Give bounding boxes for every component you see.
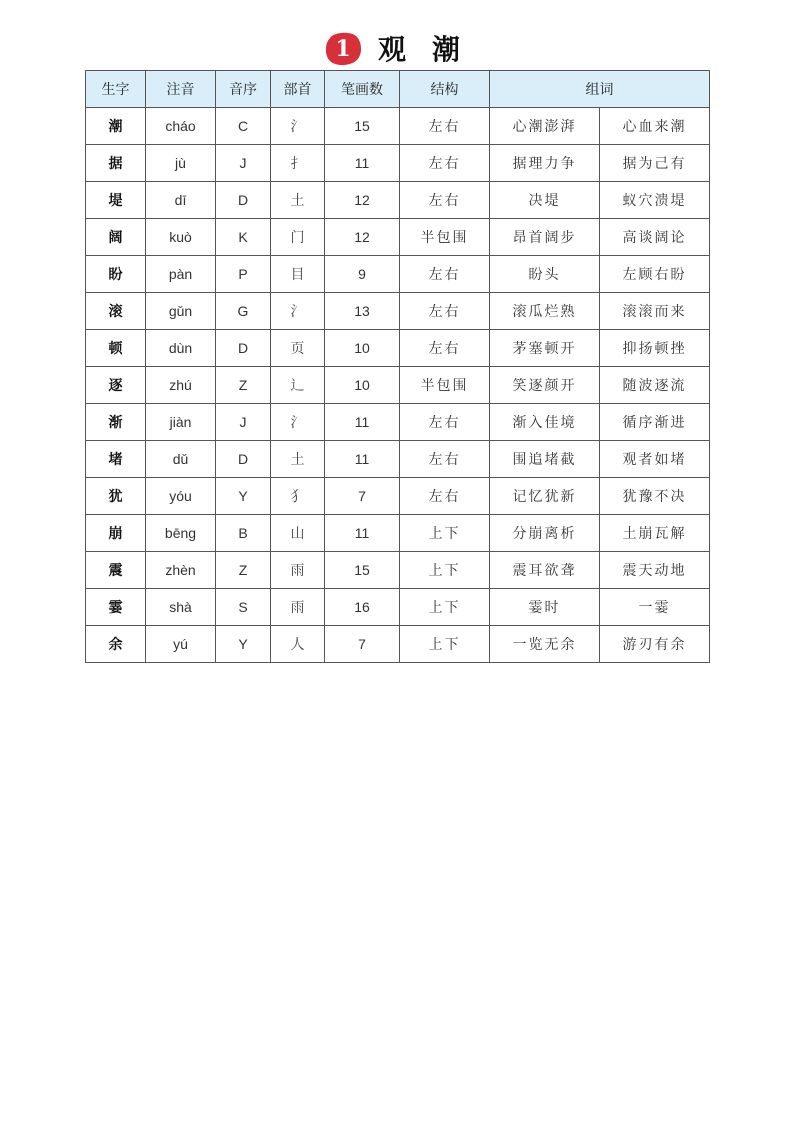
header-structure: 结构 bbox=[400, 71, 490, 108]
table-header-row bbox=[86, 71, 710, 108]
cell-structure: 上下 bbox=[400, 626, 490, 663]
cell-strokes: 13 bbox=[325, 293, 400, 330]
cell-strokes: 15 bbox=[325, 108, 400, 145]
cell-letter: Y bbox=[216, 478, 271, 515]
cell-structure: 左右 bbox=[400, 441, 490, 478]
cell-strokes: 7 bbox=[325, 626, 400, 663]
table-row bbox=[86, 219, 710, 256]
cell-word-1: 渐入佳境 bbox=[490, 404, 600, 441]
cell-character: 逐 bbox=[86, 367, 146, 404]
table-row bbox=[86, 330, 710, 367]
cell-letter: S bbox=[216, 589, 271, 626]
cell-word-2: 滚滚而来 bbox=[600, 293, 710, 330]
cell-structure: 左右 bbox=[400, 145, 490, 182]
table-row bbox=[86, 256, 710, 293]
cell-word-1: 心潮澎湃 bbox=[490, 108, 600, 145]
cell-word-2: 高谈阔论 bbox=[600, 219, 710, 256]
header-pinyin: 注音 bbox=[146, 71, 216, 108]
cell-structure: 左右 bbox=[400, 330, 490, 367]
cell-word-2: 左顾右盼 bbox=[600, 256, 710, 293]
cell-radical: 犭 bbox=[271, 478, 325, 515]
cell-strokes: 10 bbox=[325, 367, 400, 404]
cell-structure: 上下 bbox=[400, 515, 490, 552]
cell-strokes: 11 bbox=[325, 145, 400, 182]
table-row bbox=[86, 626, 710, 663]
cell-word-1: 滚瓜烂熟 bbox=[490, 293, 600, 330]
cell-strokes: 12 bbox=[325, 182, 400, 219]
cell-word-2: 心血来潮 bbox=[600, 108, 710, 145]
cell-word-1: 决堤 bbox=[490, 182, 600, 219]
cell-strokes: 16 bbox=[325, 589, 400, 626]
cell-structure: 左右 bbox=[400, 256, 490, 293]
cell-structure: 上下 bbox=[400, 589, 490, 626]
cell-word-1: 震耳欲聋 bbox=[490, 552, 600, 589]
cell-word-2: 随波逐流 bbox=[600, 367, 710, 404]
cell-radical: 氵 bbox=[271, 108, 325, 145]
cell-radical: 氵 bbox=[271, 293, 325, 330]
cell-word-2: 循序渐进 bbox=[600, 404, 710, 441]
cell-pinyin: zhèn bbox=[146, 552, 216, 589]
cell-word-1: 笑逐颜开 bbox=[490, 367, 600, 404]
cell-pinyin: shà bbox=[146, 589, 216, 626]
cell-character: 震 bbox=[86, 552, 146, 589]
cell-letter: Y bbox=[216, 626, 271, 663]
cell-structure: 半包围 bbox=[400, 219, 490, 256]
lesson-title bbox=[0, 30, 799, 70]
cell-pinyin: kuò bbox=[146, 219, 216, 256]
cell-structure: 左右 bbox=[400, 404, 490, 441]
header-character: 生字 bbox=[86, 71, 146, 108]
cell-strokes: 12 bbox=[325, 219, 400, 256]
cell-strokes: 11 bbox=[325, 515, 400, 552]
cell-letter: C bbox=[216, 108, 271, 145]
cell-letter: D bbox=[216, 330, 271, 367]
cell-letter: B bbox=[216, 515, 271, 552]
cell-letter: D bbox=[216, 182, 271, 219]
table-row bbox=[86, 145, 710, 182]
cell-word-2: 游刃有余 bbox=[600, 626, 710, 663]
header-letter: 音序 bbox=[216, 71, 271, 108]
cell-word-2: 据为己有 bbox=[600, 145, 710, 182]
cell-pinyin: dī bbox=[146, 182, 216, 219]
cell-character: 滚 bbox=[86, 293, 146, 330]
table-row bbox=[86, 108, 710, 145]
cell-word-1: 茅塞顿开 bbox=[490, 330, 600, 367]
cell-word-1: 昂首阔步 bbox=[490, 219, 600, 256]
cell-radical: 雨 bbox=[271, 589, 325, 626]
cell-pinyin: jù bbox=[146, 145, 216, 182]
cell-pinyin: yú bbox=[146, 626, 216, 663]
cell-word-1: 据理力争 bbox=[490, 145, 600, 182]
cell-character: 阔 bbox=[86, 219, 146, 256]
cell-pinyin: gǔn bbox=[146, 293, 216, 330]
cell-word-2: 犹豫不决 bbox=[600, 478, 710, 515]
cell-strokes: 11 bbox=[325, 441, 400, 478]
cell-letter: Z bbox=[216, 367, 271, 404]
cell-pinyin: cháo bbox=[146, 108, 216, 145]
cell-word-2: 土崩瓦解 bbox=[600, 515, 710, 552]
table-row bbox=[86, 478, 710, 515]
cell-structure: 半包围 bbox=[400, 367, 490, 404]
table-row bbox=[86, 552, 710, 589]
cell-strokes: 10 bbox=[325, 330, 400, 367]
cell-word-1: 记忆犹新 bbox=[490, 478, 600, 515]
cell-radical: 土 bbox=[271, 441, 325, 478]
table-row bbox=[86, 589, 710, 626]
cell-pinyin: jiàn bbox=[146, 404, 216, 441]
header-words: 组词 bbox=[490, 71, 710, 108]
cell-character: 据 bbox=[86, 145, 146, 182]
cell-pinyin: dǔ bbox=[146, 441, 216, 478]
cell-word-2: 震天动地 bbox=[600, 552, 710, 589]
cell-radical: 辶 bbox=[271, 367, 325, 404]
cell-pinyin: bēng bbox=[146, 515, 216, 552]
cell-radical: 雨 bbox=[271, 552, 325, 589]
cell-letter: K bbox=[216, 219, 271, 256]
cell-radical: 目 bbox=[271, 256, 325, 293]
cell-strokes: 15 bbox=[325, 552, 400, 589]
cell-pinyin: pàn bbox=[146, 256, 216, 293]
cell-structure: 左右 bbox=[400, 182, 490, 219]
cell-character: 盼 bbox=[86, 256, 146, 293]
table-row bbox=[86, 441, 710, 478]
cell-character: 渐 bbox=[86, 404, 146, 441]
lesson-number: 1 bbox=[335, 36, 351, 62]
cell-pinyin: dùn bbox=[146, 330, 216, 367]
cell-radical: 人 bbox=[271, 626, 325, 663]
cell-letter: D bbox=[216, 441, 271, 478]
cell-character: 顿 bbox=[86, 330, 146, 367]
cell-radical: 氵 bbox=[271, 404, 325, 441]
table-row bbox=[86, 515, 710, 552]
cell-letter: Z bbox=[216, 552, 271, 589]
cell-structure: 上下 bbox=[400, 552, 490, 589]
cell-strokes: 7 bbox=[325, 478, 400, 515]
cell-letter: P bbox=[216, 256, 271, 293]
cell-character: 堤 bbox=[86, 182, 146, 219]
cell-word-1: 霎时 bbox=[490, 589, 600, 626]
cell-radical: 页 bbox=[271, 330, 325, 367]
cell-structure: 左右 bbox=[400, 108, 490, 145]
cell-word-2: 观者如堵 bbox=[600, 441, 710, 478]
lesson-name: 观潮 bbox=[378, 33, 487, 66]
cell-word-1: 盼头 bbox=[490, 256, 600, 293]
cell-pinyin: yóu bbox=[146, 478, 216, 515]
cell-character: 崩 bbox=[86, 515, 146, 552]
table-row bbox=[86, 182, 710, 219]
cell-character: 霎 bbox=[86, 589, 146, 626]
cell-character: 犹 bbox=[86, 478, 146, 515]
header-strokes: 笔画数 bbox=[325, 71, 400, 108]
cell-pinyin: zhú bbox=[146, 367, 216, 404]
cell-character: 余 bbox=[86, 626, 146, 663]
cell-word-1: 一览无余 bbox=[490, 626, 600, 663]
header-radical: 部首 bbox=[271, 71, 325, 108]
character-table bbox=[85, 70, 710, 663]
table-row bbox=[86, 293, 710, 330]
cell-letter: J bbox=[216, 145, 271, 182]
cell-structure: 左右 bbox=[400, 293, 490, 330]
cell-character: 潮 bbox=[86, 108, 146, 145]
cell-radical: 门 bbox=[271, 219, 325, 256]
cell-word-2: 抑扬顿挫 bbox=[600, 330, 710, 367]
cell-letter: J bbox=[216, 404, 271, 441]
cell-word-2: 一霎 bbox=[600, 589, 710, 626]
cell-strokes: 9 bbox=[325, 256, 400, 293]
cell-word-1: 围追堵截 bbox=[490, 441, 600, 478]
cell-word-1: 分崩离析 bbox=[490, 515, 600, 552]
cell-structure: 左右 bbox=[400, 478, 490, 515]
cell-word-2: 蚁穴溃堤 bbox=[600, 182, 710, 219]
cell-strokes: 11 bbox=[325, 404, 400, 441]
cell-radical: 山 bbox=[271, 515, 325, 552]
cell-letter: G bbox=[216, 293, 271, 330]
table-row bbox=[86, 367, 710, 404]
table-row bbox=[86, 404, 710, 441]
cell-character: 堵 bbox=[86, 441, 146, 478]
cell-radical: 土 bbox=[271, 182, 325, 219]
cell-radical: 扌 bbox=[271, 145, 325, 182]
lesson-number-badge bbox=[324, 32, 362, 66]
